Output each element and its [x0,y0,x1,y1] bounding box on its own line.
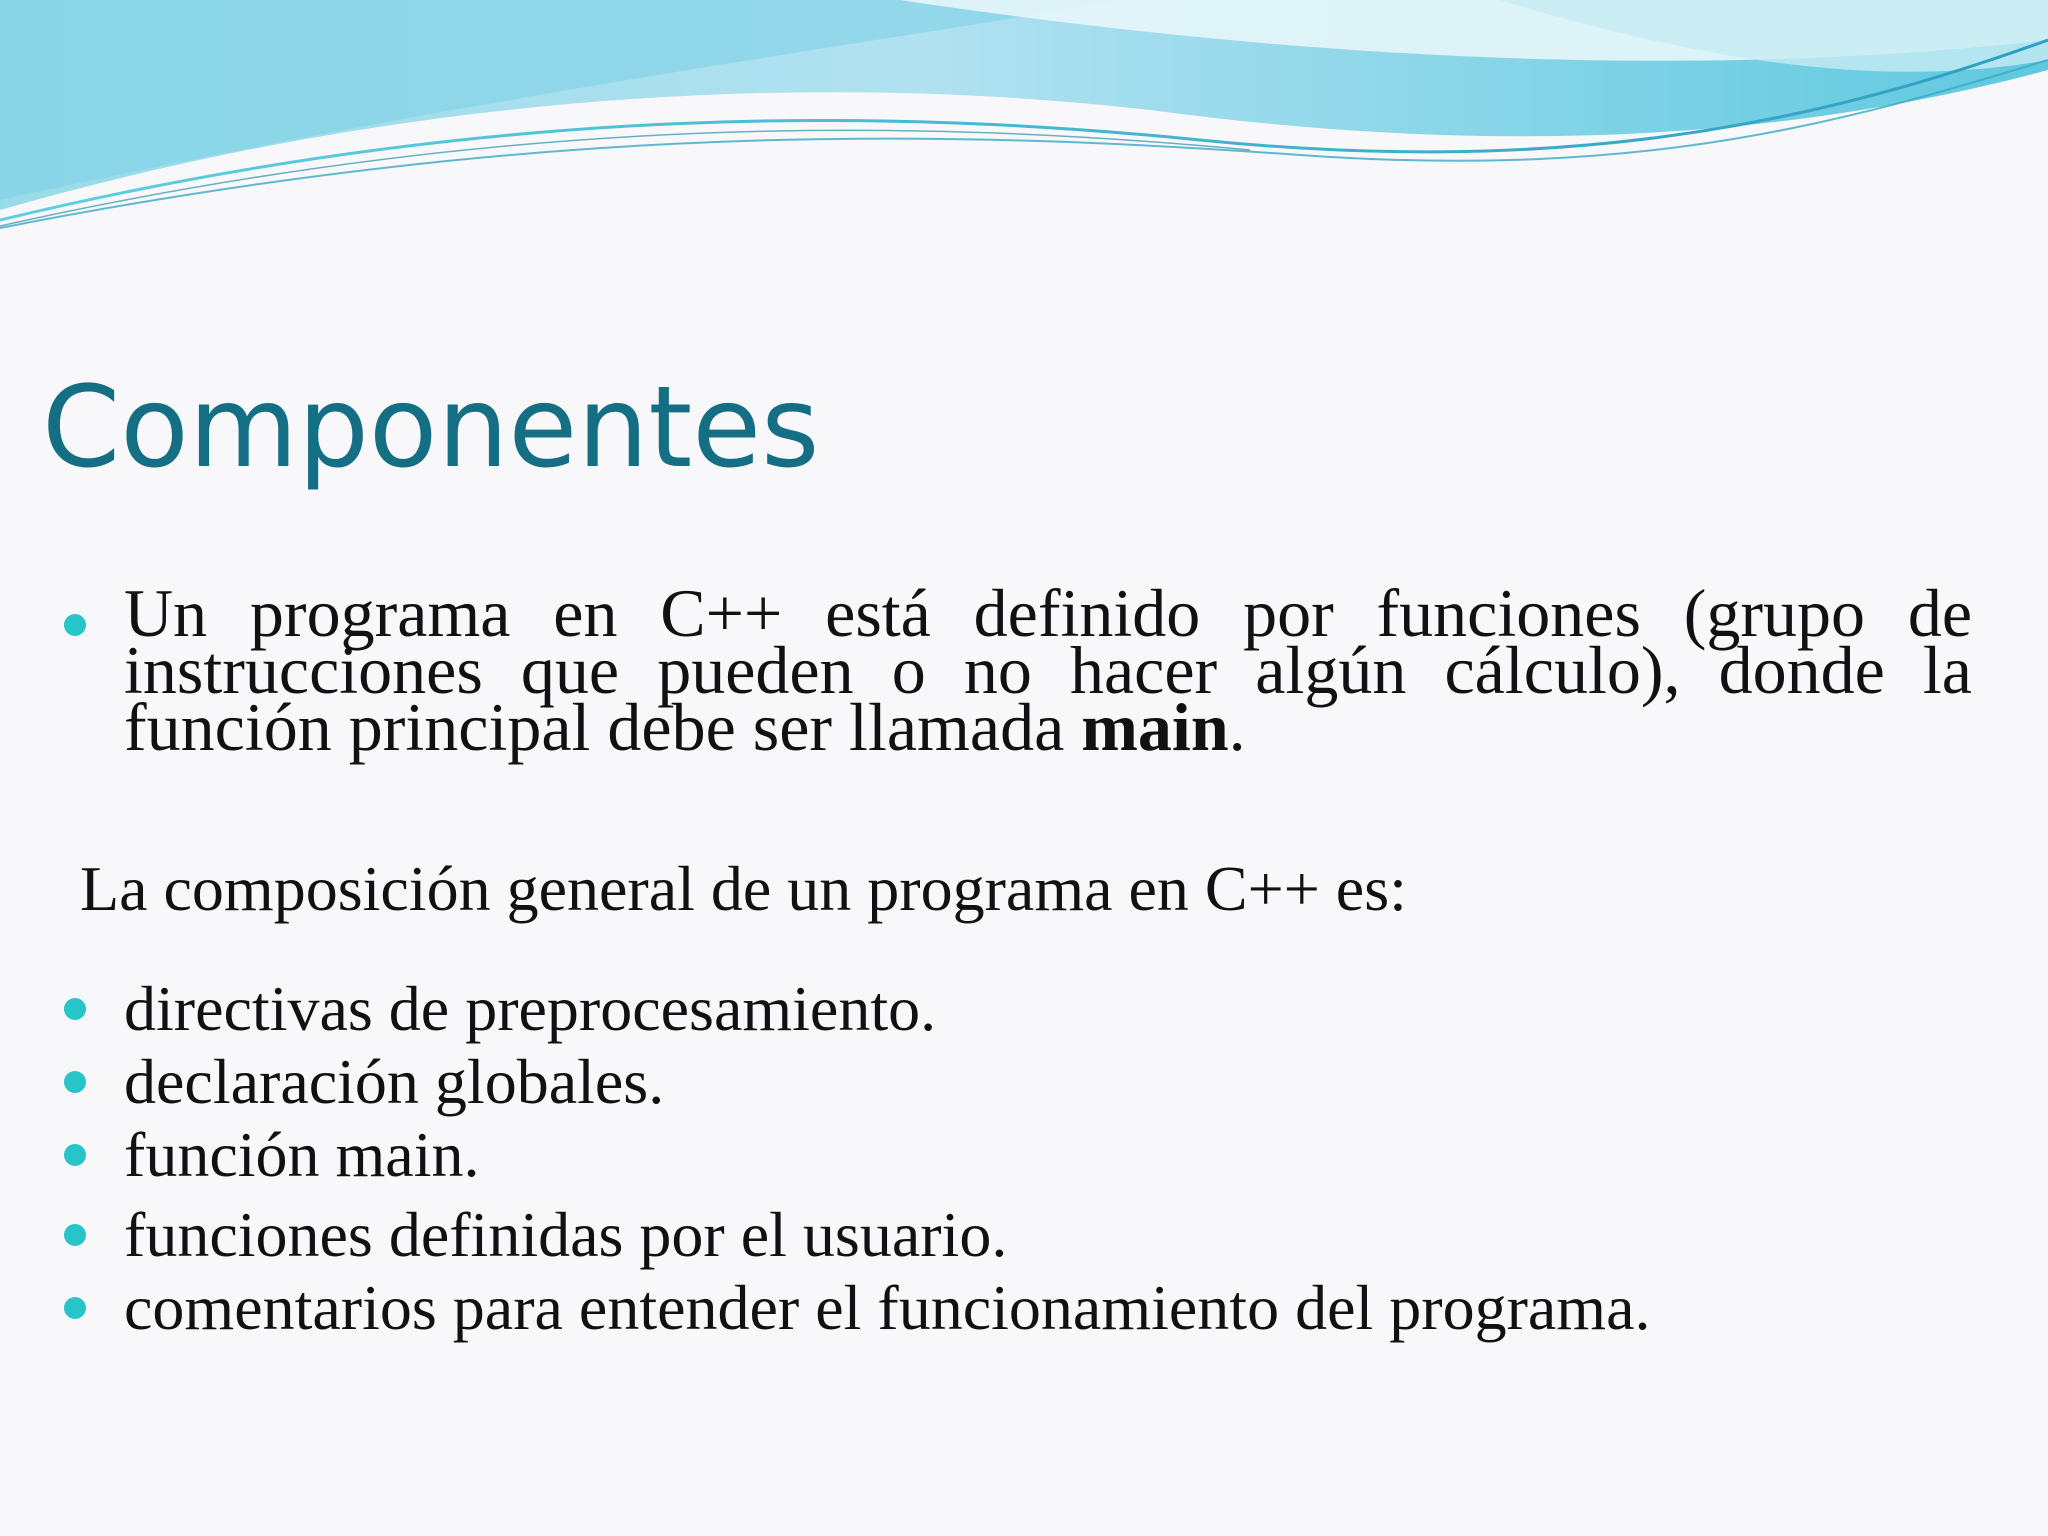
header-wave-decoration [0,0,2048,240]
intro-text: Un programa en C++ está definido por funciones (grupo de instrucciones que pueden o no hacer algún cálculo), donde la función principal debe ser llamada [124,575,1972,765]
bullet-icon [64,998,86,1020]
bullet-icon [64,1224,86,1246]
composition-subheading: La composición general de un programa en C++ es: [80,853,1407,924]
list-item: directivas de preprocesamiento. [124,973,937,1044]
bullet-icon [64,614,86,636]
intro-paragraph [124,575,1972,765]
intro-period: . [1228,689,1246,765]
list-item: declaración globales. [124,1046,665,1117]
bullet-icon [64,1297,86,1319]
bullet-icon [64,1144,86,1166]
intro-emphasis-main: main [1081,689,1229,765]
bullet-icon [64,1071,86,1093]
list-item: comentarios para entender el funcionamiento del programa. [124,1272,1651,1343]
slide-title: Componentes [42,363,820,493]
list-item: función main. [124,1119,480,1190]
list-item: funciones definidas por el usuario. [124,1199,1008,1270]
